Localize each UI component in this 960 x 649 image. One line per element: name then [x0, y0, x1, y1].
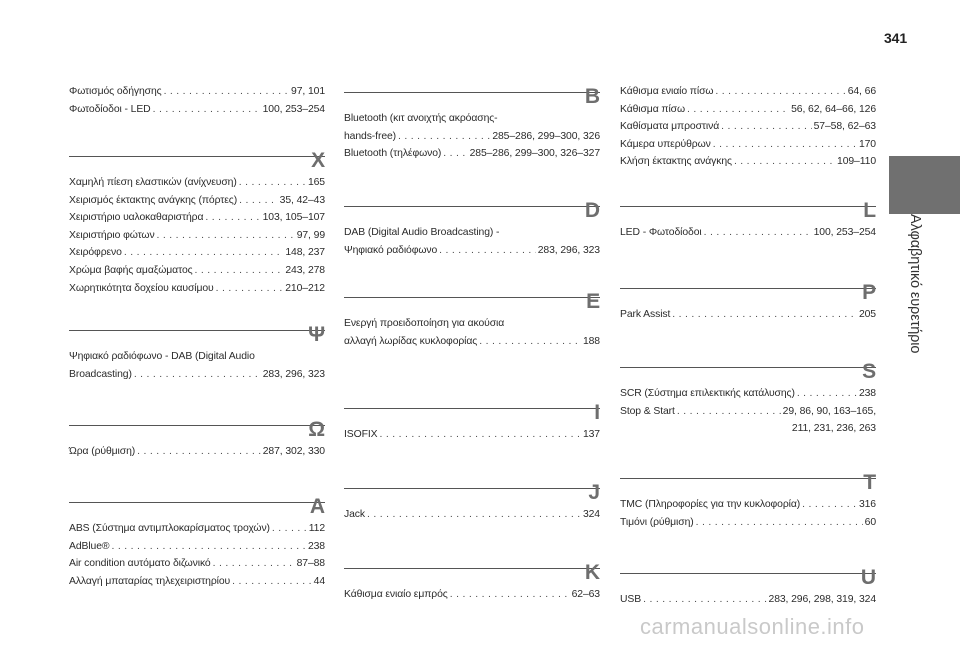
section-letter: A	[309, 495, 325, 518]
index-entry: Κάμερα υπερύθρων . . . 170	[620, 136, 876, 154]
section-letter: Ω	[308, 418, 325, 441]
index-section-s	[620, 355, 876, 438]
section-divider	[620, 367, 876, 368]
index-entry: TMC (Πληροφορίες για την κυκλοφορία) . . . 316	[620, 496, 876, 514]
index-entry: Χειριστήριο υαλοκαθαριστήρα . . . 103, 105–107	[69, 209, 325, 227]
section-letter: P	[862, 281, 876, 304]
section-tab	[889, 156, 960, 214]
index-group-f	[69, 83, 325, 118]
index-section-omega	[69, 413, 325, 461]
section-letter: K	[584, 561, 600, 584]
section-divider	[620, 478, 876, 479]
index-section-u	[620, 561, 876, 609]
index-entry: αλλαγή λωρίδας κυκλοφορίας . . . 188	[344, 333, 600, 351]
index-section-i	[344, 396, 600, 444]
index-entry: Αλλαγή μπαταρίας τηλεχειριστηρίου . . . 44	[69, 573, 325, 591]
section-divider	[344, 206, 600, 207]
index-entry: Bluetooth (τηλέφωνο) . . . 285–286, 299–300, 326–327	[344, 145, 600, 163]
section-letter: S	[862, 360, 876, 383]
index-entry: Ώρα (ρύθμιση) . . . 287, 302, 330	[69, 443, 325, 461]
index-entry: hands-free) . . . 285–286, 299–300, 326	[344, 128, 600, 146]
index-entry: Κάθισμα ενιαίο πίσω . . . 64, 66	[620, 83, 876, 101]
index-entry: Jack . . . 324	[344, 506, 600, 524]
watermark-text: carmanualsonline.info	[640, 614, 865, 639]
section-divider	[69, 502, 325, 503]
section-divider	[69, 425, 325, 426]
index-section-k	[344, 556, 600, 604]
index-entry: Stop & Start . . . 29, 86, 90, 163–165,	[620, 403, 876, 421]
index-entry-line: Bluetooth (κιτ ανοιχτής ακρόασης-	[344, 113, 498, 124]
section-letter: U	[860, 566, 876, 589]
section-divider	[344, 408, 600, 409]
section-letter: E	[586, 290, 600, 313]
index-entry: ISOFIX . . . 137	[344, 426, 600, 444]
index-entry-line: Ψηφιακό ραδιόφωνο - DAB (Digital Audio	[69, 351, 255, 362]
section-letter: Χ	[311, 149, 325, 172]
index-entry: Κλήση έκτακτης ανάγκης . . . 109–110	[620, 153, 876, 171]
index-entry: Ψηφιακό ραδιόφωνο . . . 283, 296, 323	[344, 242, 600, 260]
index-entry: Χρώμα βαφής αμαξώματος . . . 243, 278	[69, 262, 325, 280]
index-entry: Park Assist . . . 205	[620, 306, 876, 324]
section-letter: D	[584, 199, 600, 222]
section-letter: J	[588, 481, 600, 504]
section-divider	[620, 288, 876, 289]
section-letter: I	[594, 401, 600, 424]
index-section-j	[344, 476, 600, 524]
index-entry: Φωτοδίοδοι - LED . . . 100, 253–254	[69, 101, 325, 119]
section-divider	[344, 297, 600, 298]
index-entry: ABS (Σύστημα αντιμπλοκαρίσματος τροχών) . . . 112	[69, 520, 325, 538]
index-entry: Air condition αυτόματο διζωνικό . . . 87–88	[69, 555, 325, 573]
index-section-a	[69, 490, 325, 590]
index-section-b	[344, 80, 600, 163]
index-entry-continuation: 211, 231, 236, 263	[791, 423, 876, 435]
section-letter: L	[863, 199, 876, 222]
section-divider	[620, 573, 876, 574]
index-entry-line: DAB (Digital Audio Broadcasting) -	[344, 227, 500, 238]
index-section-psi	[69, 318, 325, 383]
index-section-e	[344, 285, 600, 350]
index-entry-line: Ενεργή προειδοποίηση για ακούσια	[344, 318, 505, 329]
index-entry: AdBlue® . . . 238	[69, 538, 325, 556]
index-entry: Χειρισμός έκτακτης ανάγκης (πόρτες) . . . 35, 42–43	[69, 192, 325, 210]
index-entry: Χαμηλή πίεση ελαστικών (ανίχνευση) . . . 165	[69, 174, 325, 192]
index-entry: Φωτισμός οδήγησης . . . 97, 101	[69, 83, 325, 101]
page-number: 341	[884, 30, 908, 46]
section-divider	[344, 488, 600, 489]
index-section-t	[620, 466, 876, 531]
index-entry: Χωρητικότητα δοχείου καυσίμου . . . 210–212	[69, 280, 325, 298]
index-section-chi	[69, 144, 325, 297]
index-entry: Χειριστήριο φώτων . . . 97, 99	[69, 227, 325, 245]
index-side-label: Αλφαβητικό ευρετήριο	[907, 214, 923, 354]
section-letter: T	[863, 471, 876, 494]
index-entry: Χειρόφρενο . . . 148, 237	[69, 244, 325, 262]
index-entry: SCR (Σύστημα επιλεκτικής κατάλυσης) . . . 238	[620, 385, 876, 403]
section-divider	[344, 92, 600, 93]
section-divider	[69, 156, 325, 157]
index-section-d	[344, 194, 600, 259]
index-entry: Broadcasting) . . . 283, 296, 323	[69, 366, 325, 384]
index-entry: Καθίσματα μπροστινά . . . 57–58, 62–63	[620, 118, 876, 136]
index-section-l	[620, 194, 876, 242]
index-entry: Κάθισμα ενιαίο εμπρός . . . 62–63	[344, 586, 600, 604]
section-divider	[620, 206, 876, 207]
index-entry: LED - Φωτοδίοδοι . . . 100, 253–254	[620, 224, 876, 242]
index-entry: Κάθισμα πίσω . . . 56, 62, 64–66, 126	[620, 101, 876, 119]
section-divider	[69, 330, 325, 331]
index-section-p	[620, 276, 876, 324]
index-group-k	[620, 83, 876, 171]
section-divider	[344, 568, 600, 569]
index-entry: USB . . . 283, 296, 298, 319, 324	[620, 591, 876, 609]
section-letter: B	[584, 85, 600, 108]
index-entry: Τιμόνι (ρύθμιση) . . . 60	[620, 514, 876, 532]
section-letter: Ψ	[308, 323, 325, 346]
